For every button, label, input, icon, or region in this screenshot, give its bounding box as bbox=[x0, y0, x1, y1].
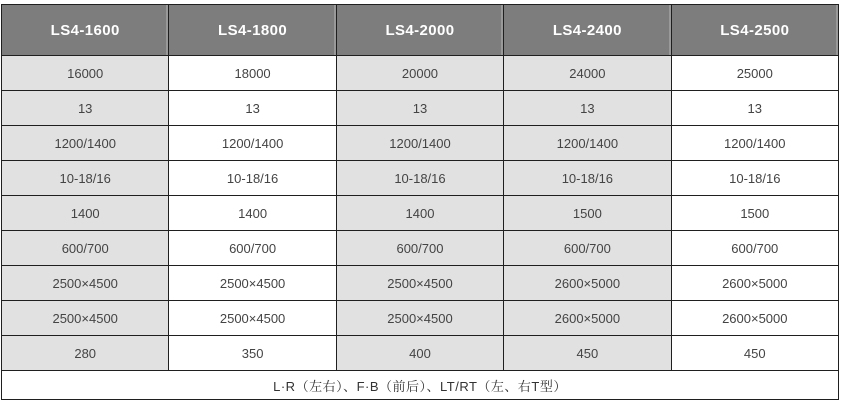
table-cell: 10-18/16 bbox=[336, 161, 503, 196]
header-cell: LS4-1800 bbox=[169, 5, 336, 56]
table-cell: 2600×5000 bbox=[504, 266, 671, 301]
header-cell: LS4-2000 bbox=[336, 5, 503, 56]
table-cell: 1500 bbox=[671, 196, 838, 231]
table-cell: 2600×5000 bbox=[671, 266, 838, 301]
table-cell: 10-18/16 bbox=[169, 161, 336, 196]
footer-row bbox=[2, 371, 839, 400]
table-cell: 600/700 bbox=[2, 231, 169, 266]
table-cell: 2500×4500 bbox=[169, 266, 336, 301]
table-cell: 1200/1400 bbox=[336, 126, 503, 161]
table-cell: 600/700 bbox=[169, 231, 336, 266]
table-row bbox=[2, 126, 839, 161]
table-cell: 13 bbox=[671, 91, 838, 126]
table-cell: 13 bbox=[169, 91, 336, 126]
table-cell: 600/700 bbox=[504, 231, 671, 266]
table-cell: 16000 bbox=[2, 56, 169, 91]
spec-table bbox=[1, 4, 839, 400]
table-cell: 2500×4500 bbox=[336, 301, 503, 336]
table-cell: 2600×5000 bbox=[671, 301, 838, 336]
table-row bbox=[2, 231, 839, 266]
table-cell: 1200/1400 bbox=[504, 126, 671, 161]
table-cell: 10-18/16 bbox=[671, 161, 838, 196]
table-cell: 1400 bbox=[169, 196, 336, 231]
table-row bbox=[2, 91, 839, 126]
table-cell: 2500×4500 bbox=[169, 301, 336, 336]
table-cell: 1200/1400 bbox=[671, 126, 838, 161]
header-cell: LS4-2500 bbox=[671, 5, 838, 56]
table-cell: 2500×4500 bbox=[2, 301, 169, 336]
table-cell: 20000 bbox=[336, 56, 503, 91]
table-cell: 600/700 bbox=[336, 231, 503, 266]
table-row bbox=[2, 56, 839, 91]
table-row bbox=[2, 266, 839, 301]
table-cell: 1200/1400 bbox=[169, 126, 336, 161]
spec-table-foot bbox=[2, 371, 839, 400]
table-cell: 350 bbox=[169, 336, 336, 371]
table-cell: 450 bbox=[671, 336, 838, 371]
header-cell: LS4-1600 bbox=[2, 5, 169, 56]
table-cell: 13 bbox=[2, 91, 169, 126]
table-row bbox=[2, 196, 839, 231]
table-cell: 10-18/16 bbox=[2, 161, 169, 196]
table-cell: 450 bbox=[504, 336, 671, 371]
table-cell: 1500 bbox=[504, 196, 671, 231]
table-cell: 25000 bbox=[671, 56, 838, 91]
table-cell: 400 bbox=[336, 336, 503, 371]
table-cell: 10-18/16 bbox=[504, 161, 671, 196]
table-row bbox=[2, 161, 839, 196]
table-cell: 2500×4500 bbox=[336, 266, 503, 301]
header-row bbox=[2, 5, 839, 56]
table-row bbox=[2, 336, 839, 371]
table-cell: 2600×5000 bbox=[504, 301, 671, 336]
table-cell: 280 bbox=[2, 336, 169, 371]
table-cell: 2500×4500 bbox=[2, 266, 169, 301]
table-cell: 600/700 bbox=[671, 231, 838, 266]
spec-table-body bbox=[2, 56, 839, 371]
spec-table-head bbox=[2, 5, 839, 56]
footer-note: L·R（左右）、F·B（前后）、LT/RT（左、右T型） bbox=[2, 371, 839, 400]
table-cell: 13 bbox=[336, 91, 503, 126]
header-cell: LS4-2400 bbox=[504, 5, 671, 56]
table-cell: 1400 bbox=[336, 196, 503, 231]
table-row bbox=[2, 301, 839, 336]
table-cell: 1400 bbox=[2, 196, 169, 231]
table-cell: 1200/1400 bbox=[2, 126, 169, 161]
table-cell: 13 bbox=[504, 91, 671, 126]
table-cell: 18000 bbox=[169, 56, 336, 91]
table-cell: 24000 bbox=[504, 56, 671, 91]
